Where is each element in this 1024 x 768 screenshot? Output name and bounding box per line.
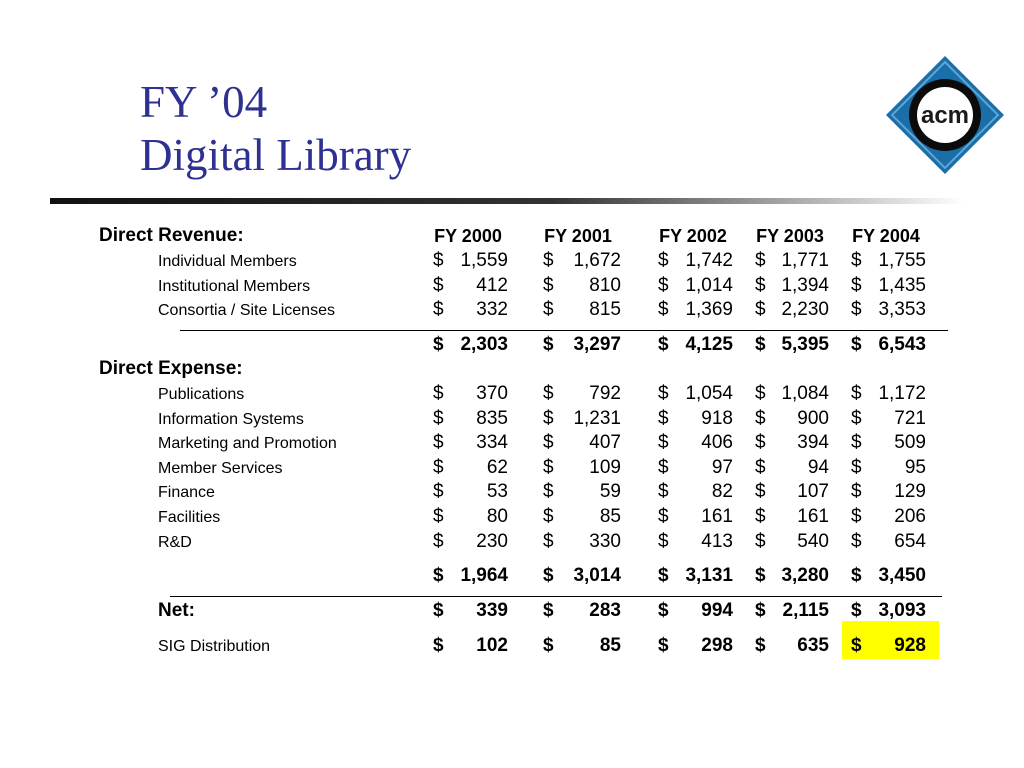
- title-line-2: Digital Library: [140, 130, 412, 180]
- currency-symbol: $: [543, 531, 554, 552]
- cell-value: 102: [476, 635, 508, 656]
- currency-symbol: $: [755, 334, 766, 355]
- currency-symbol: $: [543, 457, 554, 478]
- cell-value: 815: [589, 299, 621, 320]
- currency-symbol: $: [851, 506, 862, 527]
- currency-symbol: $: [851, 600, 862, 621]
- cell-value: 332: [476, 299, 508, 320]
- cell-value: 412: [476, 275, 508, 296]
- currency-symbol: $: [851, 432, 862, 453]
- cell-value: 654: [894, 531, 926, 552]
- cell-value: 540: [797, 531, 829, 552]
- currency-symbol: $: [658, 600, 669, 621]
- cell-value: 5,395: [781, 334, 829, 355]
- currency-symbol: $: [433, 600, 444, 621]
- acm-logo-text: acm: [920, 102, 970, 129]
- currency-symbol: $: [851, 635, 862, 656]
- row-label: Marketing and Promotion: [158, 435, 337, 452]
- net-label: Net:: [158, 600, 195, 621]
- currency-symbol: $: [658, 275, 669, 296]
- row-label: Individual Members: [158, 253, 297, 270]
- currency-symbol: $: [851, 299, 862, 320]
- cell-value: 792: [589, 383, 621, 404]
- cell-value: 928: [894, 635, 926, 656]
- currency-symbol: $: [851, 334, 862, 355]
- currency-symbol: $: [658, 432, 669, 453]
- cell-value: 1,742: [685, 250, 733, 271]
- cell-value: 107: [797, 481, 829, 502]
- cell-value: 161: [701, 506, 733, 527]
- currency-symbol: $: [755, 299, 766, 320]
- cell-value: 1,672: [573, 250, 621, 271]
- cell-value: 1,394: [781, 275, 829, 296]
- cell-value: 1,054: [685, 383, 733, 404]
- currency-symbol: $: [658, 383, 669, 404]
- cell-value: 129: [894, 481, 926, 502]
- cell-value: 339: [476, 600, 508, 621]
- cell-value: 3,014: [573, 565, 621, 586]
- currency-symbol: $: [658, 531, 669, 552]
- cell-value: 1,231: [573, 408, 621, 429]
- currency-symbol: $: [658, 481, 669, 502]
- row-label: Institutional Members: [158, 278, 311, 295]
- cell-value: 835: [476, 408, 508, 429]
- cell-value: 109: [589, 457, 621, 478]
- currency-symbol: $: [851, 457, 862, 478]
- currency-symbol: $: [755, 600, 766, 621]
- currency-symbol: $: [543, 299, 554, 320]
- currency-symbol: $: [543, 432, 554, 453]
- revenue-heading: Direct Revenue:: [99, 225, 244, 246]
- cell-value: 82: [711, 481, 733, 502]
- cell-value: 94: [807, 457, 829, 478]
- currency-symbol: $: [433, 299, 444, 320]
- cell-value: 283: [589, 600, 621, 621]
- currency-symbol: $: [658, 250, 669, 271]
- currency-symbol: $: [433, 408, 444, 429]
- currency-symbol: $: [851, 250, 862, 271]
- column-header: FY 2000: [434, 226, 502, 246]
- cell-value: 62: [486, 457, 508, 478]
- cell-value: 4,125: [685, 334, 733, 355]
- row-label: Member Services: [158, 460, 283, 477]
- currency-symbol: $: [755, 457, 766, 478]
- cell-value: 97: [711, 457, 733, 478]
- cell-value: 298: [701, 635, 733, 656]
- currency-symbol: $: [543, 635, 554, 656]
- currency-symbol: $: [755, 432, 766, 453]
- currency-symbol: $: [433, 457, 444, 478]
- currency-symbol: $: [755, 506, 766, 527]
- currency-symbol: $: [433, 334, 444, 355]
- cell-value: 413: [701, 531, 733, 552]
- cell-value: 406: [701, 432, 733, 453]
- cell-value: 3,353: [878, 299, 926, 320]
- row-label: Facilities: [158, 509, 221, 526]
- cell-value: 334: [476, 432, 508, 453]
- row-label: Consortia / Site Licenses: [158, 302, 335, 319]
- currency-symbol: $: [543, 506, 554, 527]
- net-rule: [170, 596, 942, 597]
- currency-symbol: $: [543, 481, 554, 502]
- cell-value: 394: [797, 432, 829, 453]
- currency-symbol: $: [851, 408, 862, 429]
- currency-symbol: $: [755, 565, 766, 586]
- currency-symbol: $: [433, 531, 444, 552]
- currency-symbol: $: [543, 565, 554, 586]
- cell-value: 80: [486, 506, 508, 527]
- cell-value: 3,297: [573, 334, 621, 355]
- cell-value: 900: [797, 408, 829, 429]
- cell-value: 1,755: [878, 250, 926, 271]
- currency-symbol: $: [543, 275, 554, 296]
- currency-symbol: $: [658, 635, 669, 656]
- currency-symbol: $: [433, 432, 444, 453]
- currency-symbol: $: [658, 408, 669, 429]
- cell-value: 370: [476, 383, 508, 404]
- row-label: Information Systems: [158, 411, 304, 428]
- currency-symbol: $: [658, 565, 669, 586]
- cell-value: 85: [599, 506, 621, 527]
- cell-value: 1,771: [781, 250, 829, 271]
- currency-symbol: $: [658, 457, 669, 478]
- sig-label: SIG Distribution: [158, 638, 271, 655]
- cell-value: 206: [894, 506, 926, 527]
- currency-symbol: $: [851, 383, 862, 404]
- cell-value: 1,964: [460, 565, 508, 586]
- row-label: Finance: [158, 484, 215, 501]
- currency-symbol: $: [433, 565, 444, 586]
- cell-value: 3,450: [878, 565, 926, 586]
- expense-heading: Direct Expense:: [99, 358, 243, 379]
- currency-symbol: $: [658, 334, 669, 355]
- currency-symbol: $: [433, 250, 444, 271]
- currency-symbol: $: [433, 275, 444, 296]
- currency-symbol: $: [543, 600, 554, 621]
- cell-value: 1,559: [460, 250, 508, 271]
- cell-value: 2,115: [782, 600, 829, 621]
- total-rule: [180, 330, 948, 331]
- currency-symbol: $: [543, 408, 554, 429]
- cell-value: 85: [599, 635, 621, 656]
- cell-value: 3,093: [878, 600, 926, 621]
- currency-symbol: $: [755, 408, 766, 429]
- column-header: FY 2004: [852, 226, 920, 246]
- currency-symbol: $: [755, 635, 766, 656]
- title-line-1: FY ’04: [140, 77, 268, 127]
- currency-symbol: $: [755, 531, 766, 552]
- column-header: FY 2001: [544, 226, 612, 246]
- currency-symbol: $: [658, 299, 669, 320]
- cell-value: 918: [701, 408, 733, 429]
- cell-value: 1,084: [781, 383, 829, 404]
- currency-symbol: $: [433, 506, 444, 527]
- cell-value: 230: [476, 531, 508, 552]
- row-label: Publications: [158, 386, 245, 403]
- cell-value: 330: [589, 531, 621, 552]
- currency-symbol: $: [755, 250, 766, 271]
- currency-symbol: $: [433, 481, 444, 502]
- currency-symbol: $: [851, 481, 862, 502]
- currency-symbol: $: [433, 635, 444, 656]
- cell-value: 1,172: [878, 383, 926, 404]
- currency-symbol: $: [851, 275, 862, 296]
- cell-value: 6,543: [878, 334, 926, 355]
- cell-value: 407: [589, 432, 621, 453]
- currency-symbol: $: [851, 565, 862, 586]
- cell-value: 810: [589, 275, 621, 296]
- currency-symbol: $: [755, 275, 766, 296]
- cell-value: 2,230: [781, 299, 829, 320]
- currency-symbol: $: [658, 506, 669, 527]
- currency-symbol: $: [543, 383, 554, 404]
- cell-value: 59: [599, 481, 621, 502]
- cell-value: 994: [701, 600, 733, 621]
- cell-value: 721: [894, 408, 926, 429]
- cell-value: 95: [904, 457, 926, 478]
- cell-value: 2,303: [460, 334, 508, 355]
- currency-symbol: $: [755, 383, 766, 404]
- column-header: FY 2003: [756, 226, 824, 246]
- currency-symbol: $: [851, 531, 862, 552]
- row-label: R&D: [158, 534, 192, 551]
- cell-value: 53: [486, 481, 508, 502]
- cell-value: 3,131: [685, 565, 733, 586]
- cell-value: 3,280: [781, 565, 829, 586]
- cell-value: 1,369: [685, 299, 733, 320]
- cell-value: 635: [797, 635, 829, 656]
- cell-value: 509: [894, 432, 926, 453]
- currency-symbol: $: [755, 481, 766, 502]
- currency-symbol: $: [433, 383, 444, 404]
- cell-value: 161: [797, 506, 829, 527]
- cell-value: 1,435: [878, 275, 926, 296]
- cell-value: 1,014: [685, 275, 733, 296]
- column-header: FY 2002: [659, 226, 727, 246]
- currency-symbol: $: [543, 250, 554, 271]
- currency-symbol: $: [543, 334, 554, 355]
